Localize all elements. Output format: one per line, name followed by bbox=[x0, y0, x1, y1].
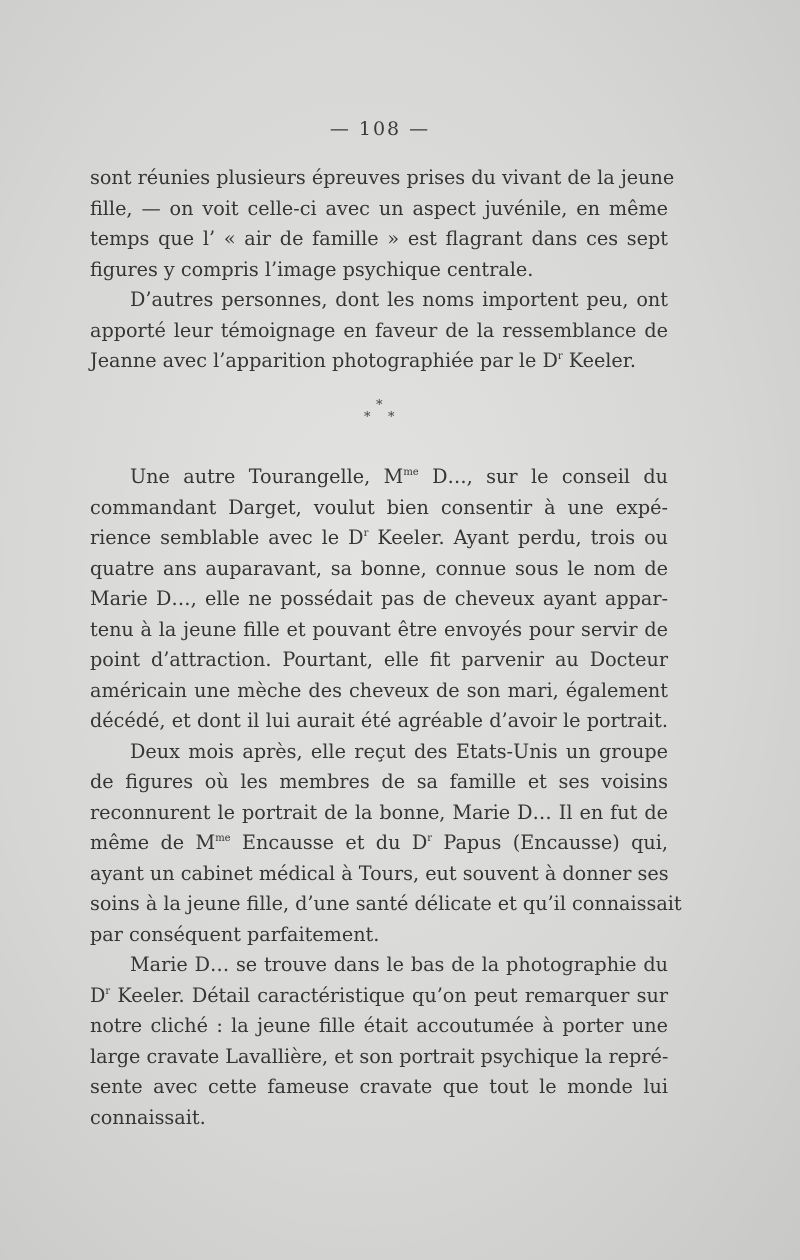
text-line: figures y compris l’image psychique centrale. bbox=[90, 257, 534, 281]
text-line: Deux mois après, elle reçut des Etats-Unis un groupe bbox=[130, 739, 668, 763]
text-line: $D^r$ Keeler. Détail caractéristique qu’on peut remarquer sur bbox=[90, 983, 668, 1007]
text-line: reconnurent le portrait de la bonne, Marie D… Il en fut de bbox=[90, 800, 668, 824]
text-line: Marie D… se trouve dans le bas de la photographie du bbox=[130, 953, 668, 976]
separator-star: * bbox=[388, 410, 395, 425]
paragraph-block-1 bbox=[90, 163, 675, 377]
text-line: notre cliché : la jeune fille était accoutumée à porter une bbox=[90, 1014, 668, 1037]
text-line: D’autres personnes, dont les noms importent peu, ont bbox=[130, 288, 668, 311]
text-line: américain une mèche des cheveux de son mari, également bbox=[90, 678, 668, 702]
text-line: commandant Darget, voulut bien consentir à une expé- bbox=[90, 495, 668, 519]
text-line: Jeanne avec l’apparition photographiée par le $D^r$ Keeler. bbox=[90, 349, 636, 372]
paragraph-block-2 bbox=[90, 462, 682, 1133]
text-line: de figures où les membres de sa famille et ses voisins bbox=[90, 770, 668, 793]
text-line: apporté leur témoignage en faveur de la ressemblance de bbox=[90, 318, 668, 342]
text-line: connaissait. bbox=[90, 1105, 206, 1129]
separator-star: * bbox=[364, 410, 371, 425]
text-line: soins à la jeune fille, d’une santé délicate et qu’il connaissait bbox=[90, 892, 682, 915]
text-line: même de $M^{me}$ Encausse et du $D^r$ Papus (Encausse) qui, bbox=[90, 831, 668, 854]
text-line: temps que l’ « air de famille » est flagrant dans ces sept bbox=[90, 227, 668, 250]
page-number: — 108 — bbox=[329, 118, 431, 140]
text-line: fille, — on voit celle-ci avec un aspect juvénile, en même bbox=[90, 196, 668, 220]
text-line: décédé, et dont il lui aurait été agréable d’avoir le portrait. bbox=[90, 709, 668, 732]
text-line: large cravate Lavallière, et son portrait psychique la repré- bbox=[90, 1044, 669, 1068]
text-line: par conséquent parfaitement. bbox=[90, 922, 380, 946]
text-line: tenu à la jeune fille et pouvant être envoyés pour servir de bbox=[90, 617, 668, 641]
text-line: quatre ans auparavant, sa bonne, connue sous le nom de bbox=[90, 556, 668, 580]
separator-star: * bbox=[376, 398, 383, 413]
section-separator bbox=[360, 398, 400, 438]
text-line: point d’attraction. Pourtant, elle fit parvenir au Docteur bbox=[90, 648, 668, 671]
text-line: Une autre Tourangelle, $M^{me}$ D…, sur le conseil du bbox=[130, 465, 668, 488]
text-line: sont réunies plusieurs épreuves prises du vivant de la jeune bbox=[90, 166, 675, 189]
text-line: ayant un cabinet médical à Tours, eut souvent à donner ses bbox=[90, 861, 669, 885]
text-line: rience semblable avec le $D^r$ Keeler. Ayant perdu, trois ou bbox=[90, 526, 669, 549]
text-line: Marie D…, elle ne possédait pas de cheveux ayant appar- bbox=[90, 587, 668, 610]
text-line: sente avec cette fameuse cravate que tout le monde lui bbox=[90, 1075, 668, 1098]
